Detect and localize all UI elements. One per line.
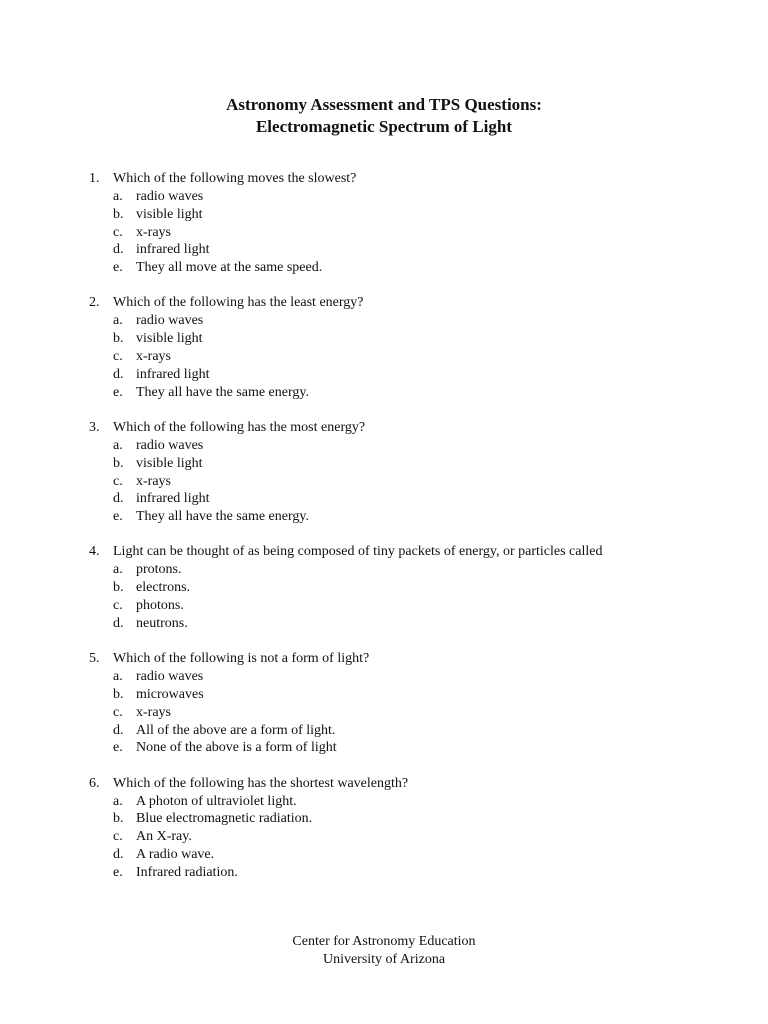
option-letter: d.	[113, 847, 124, 863]
option-letter: d.	[113, 242, 124, 258]
option-letter: d.	[113, 491, 124, 507]
question-4	[0, 543, 768, 632]
option-text: radio waves	[136, 669, 204, 685]
option-text: electrons.	[136, 580, 191, 596]
answer-option	[0, 490, 768, 508]
answer-option	[0, 455, 768, 473]
option-letter: c.	[113, 473, 123, 489]
option-text: None of the above is a form of light	[136, 740, 337, 756]
option-letter: a.	[113, 313, 123, 329]
answer-option	[0, 828, 768, 846]
question-number: 5.	[89, 651, 100, 667]
answer-option	[0, 473, 768, 491]
title-line-1: Astronomy Assessment and TPS Questions:	[226, 95, 542, 114]
answer-option	[0, 206, 768, 224]
option-letter: c.	[113, 224, 123, 240]
option-text: A radio wave.	[136, 847, 215, 863]
answer-option	[0, 686, 768, 704]
question-text: Which of the following has the shortest wavelength?	[113, 775, 409, 791]
question-stem	[0, 650, 768, 668]
option-text: They all move at the same speed.	[136, 260, 323, 276]
answer-option	[0, 259, 768, 277]
option-text: x-rays	[136, 224, 171, 240]
option-text: photons.	[136, 598, 184, 614]
option-letter: c.	[113, 349, 123, 365]
answer-option	[0, 668, 768, 686]
answer-option	[0, 864, 768, 882]
question-1	[0, 170, 768, 277]
question-stem	[0, 170, 768, 188]
footer-line-2: University of Arizona	[322, 952, 446, 967]
question-text: Light can be thought of as being composed of tiny packets of energy, or particles called	[113, 544, 603, 560]
option-letter: e.	[113, 260, 123, 276]
question-number: 2.	[89, 295, 100, 311]
option-text: radio waves	[136, 437, 204, 453]
question-stem	[0, 294, 768, 312]
question-text: Which of the following is not a form of light?	[113, 651, 370, 667]
option-letter: c.	[113, 598, 123, 614]
footer-line-1: Center for Astronomy Education	[292, 934, 476, 949]
question-number: 6.	[89, 775, 100, 791]
option-text: An X-ray.	[136, 829, 192, 845]
option-text: protons.	[136, 562, 182, 578]
option-letter: d.	[113, 615, 124, 631]
title-line-2: Electromagnetic Spectrum of Light	[255, 117, 513, 136]
answer-option	[0, 739, 768, 757]
option-letter: e.	[113, 509, 123, 525]
option-text: x-rays	[136, 349, 171, 365]
question-text: Which of the following has the most energy?	[113, 419, 366, 435]
option-text: radio waves	[136, 189, 204, 204]
question-stem	[0, 775, 768, 793]
answer-option	[0, 437, 768, 455]
question-stem	[0, 543, 768, 561]
answer-option	[0, 188, 768, 206]
option-letter: b.	[113, 331, 124, 347]
document-title	[0, 94, 768, 138]
answer-option	[0, 597, 768, 615]
option-text: They all have the same energy.	[136, 384, 309, 400]
answer-option	[0, 241, 768, 259]
option-text: visible light	[136, 455, 203, 471]
option-letter: a.	[113, 669, 123, 685]
option-text: radio waves	[136, 313, 204, 329]
option-letter: c.	[113, 829, 123, 845]
question-stem	[0, 419, 768, 437]
option-letter: e.	[113, 740, 123, 756]
option-letter: e.	[113, 864, 123, 880]
question-5	[0, 650, 768, 757]
option-letter: a.	[113, 793, 123, 809]
answer-option	[0, 366, 768, 384]
question-number: 3.	[89, 419, 100, 435]
answer-option	[0, 224, 768, 242]
option-text: visible light	[136, 206, 203, 222]
option-letter: a.	[113, 562, 123, 578]
option-text: x-rays	[136, 704, 171, 720]
question-text: Which of the following moves the slowest?	[113, 171, 357, 186]
question-6	[0, 775, 768, 882]
option-text: x-rays	[136, 473, 171, 489]
answer-option	[0, 722, 768, 740]
option-letter: b.	[113, 455, 124, 471]
option-text: microwaves	[136, 686, 204, 702]
option-text: infrared light	[136, 491, 210, 507]
option-text: visible light	[136, 331, 203, 347]
answer-option	[0, 312, 768, 330]
answer-option	[0, 810, 768, 828]
answer-option	[0, 579, 768, 597]
question-text: Which of the following has the least energy?	[113, 295, 364, 311]
answer-option	[0, 348, 768, 366]
option-text: They all have the same energy.	[136, 509, 309, 525]
option-text: Infrared radiation.	[136, 864, 238, 880]
option-text: Blue electromagnetic radiation.	[136, 811, 313, 827]
option-text: infrared light	[136, 242, 210, 258]
option-letter: a.	[113, 437, 123, 453]
option-letter: e.	[113, 384, 123, 400]
option-text: All of the above are a form of light.	[136, 722, 336, 738]
answer-option	[0, 846, 768, 864]
question-number: 4.	[89, 544, 100, 560]
answer-option	[0, 615, 768, 633]
option-letter: b.	[113, 811, 124, 827]
answer-option	[0, 508, 768, 526]
answer-option	[0, 330, 768, 348]
option-letter: b.	[113, 686, 124, 702]
option-letter: d.	[113, 366, 124, 382]
answer-option	[0, 384, 768, 402]
answer-option	[0, 793, 768, 811]
option-letter: b.	[113, 206, 124, 222]
option-letter: c.	[113, 704, 123, 720]
answer-option	[0, 561, 768, 579]
option-text: neutrons.	[136, 615, 188, 631]
footer	[0, 933, 768, 969]
question-number: 1.	[89, 171, 100, 186]
answer-option	[0, 704, 768, 722]
question-list	[0, 170, 768, 899]
question-3	[0, 419, 768, 526]
option-text: A photon of ultraviolet light.	[136, 793, 297, 809]
option-letter: a.	[113, 189, 123, 204]
option-letter: b.	[113, 580, 124, 596]
option-letter: d.	[113, 722, 124, 738]
option-text: infrared light	[136, 366, 210, 382]
question-2	[0, 294, 768, 401]
